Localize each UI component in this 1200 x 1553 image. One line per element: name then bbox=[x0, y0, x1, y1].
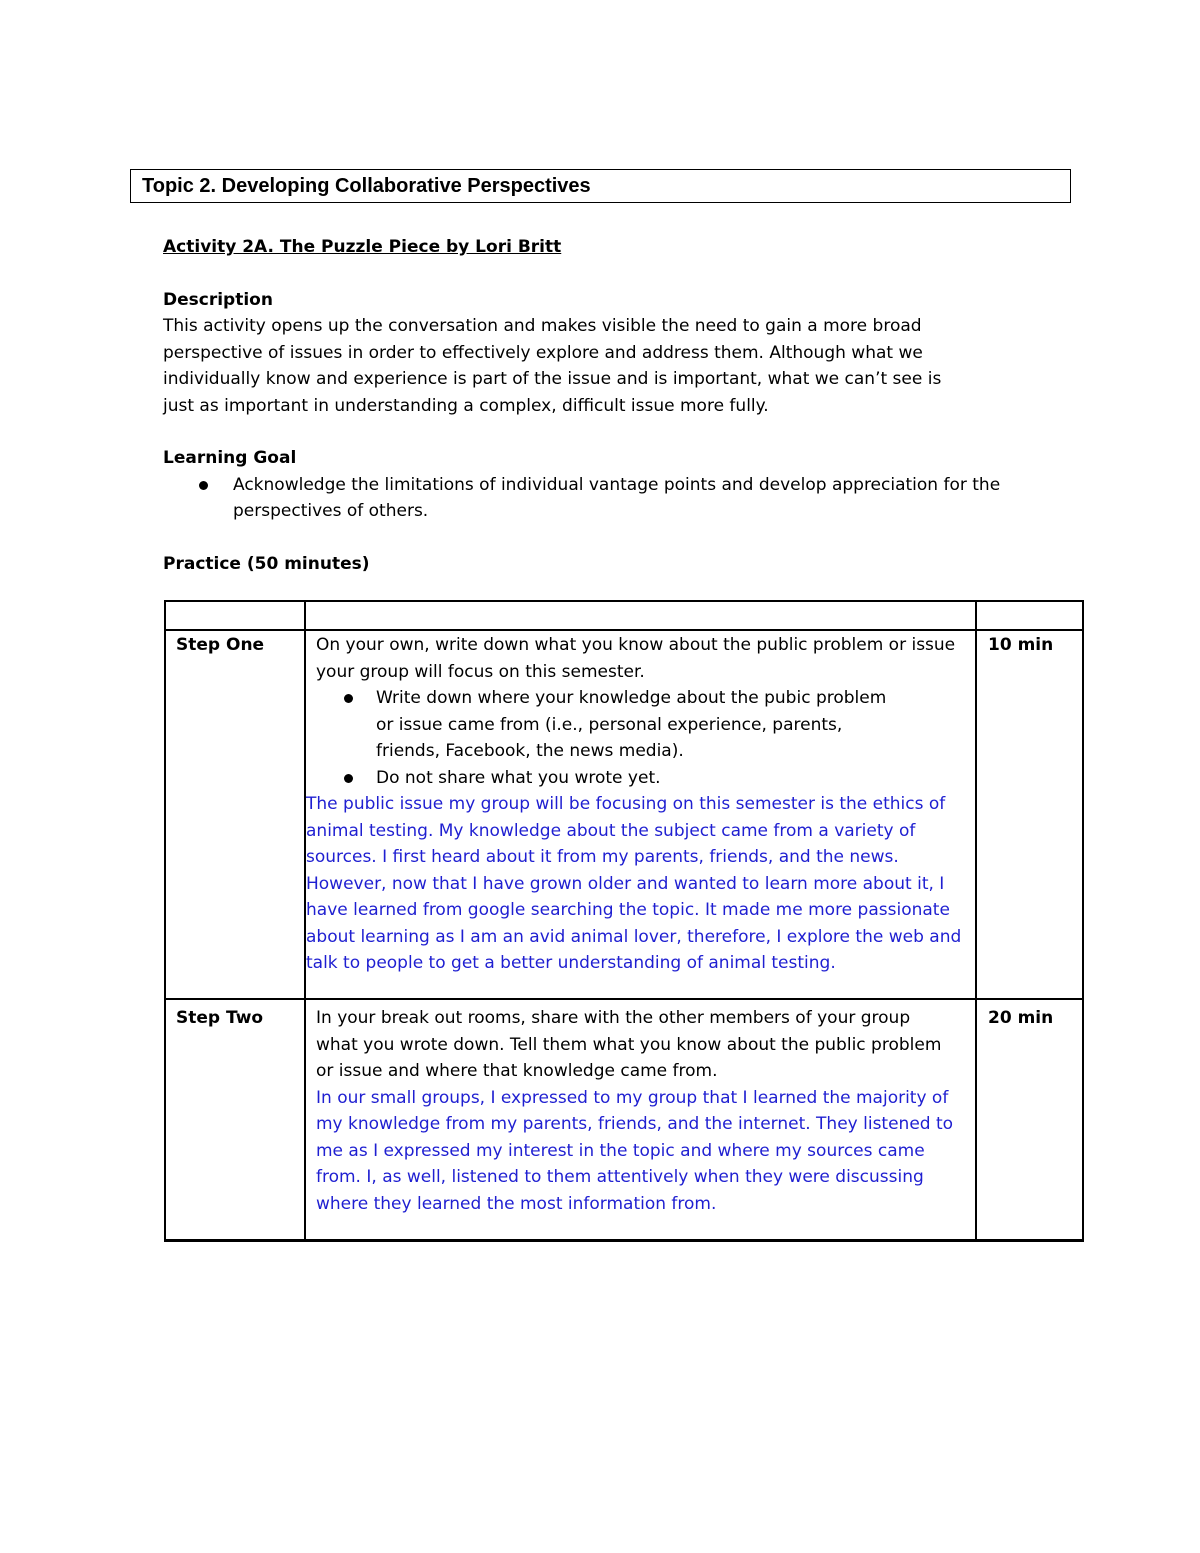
learning-goal-heading: Learning Goal bbox=[163, 448, 297, 468]
step-one-bullet: Do not share what you wrote yet. bbox=[306, 765, 906, 792]
step-two-content bbox=[316, 1005, 956, 1217]
table-header-divider bbox=[164, 629, 1084, 631]
step-two-label: Step Two bbox=[176, 1008, 264, 1028]
step-one-content bbox=[306, 632, 974, 977]
step-one-bullets bbox=[306, 685, 906, 791]
table-border-left bbox=[164, 600, 166, 1242]
table-border-right bbox=[1082, 600, 1084, 1242]
step-one-label: Step One bbox=[176, 635, 265, 655]
step-one-instruction: On your own, write down what you know about the public problem or issue your group will focus on this semester. bbox=[316, 635, 956, 682]
step-two-time: 20 min bbox=[988, 1008, 1054, 1028]
practice-heading: Practice (50 minutes) bbox=[163, 553, 370, 574]
learning-goal-list bbox=[163, 472, 1043, 525]
learning-goal-item: Acknowledge the limitations of individual vantage points and develop appreciation for the perspectives of others. bbox=[163, 472, 1003, 525]
step-one-time: 10 min bbox=[988, 635, 1054, 655]
step-two-instruction: In your break out rooms, share with the other members of your group what you wrote down. Tell them what you know about the public problem or issue and where that knowledge came from. bbox=[316, 1008, 942, 1081]
activity-title: Activity 2A. The Puzzle Piece by Lori Britt bbox=[163, 237, 562, 257]
description-heading: Description bbox=[163, 289, 273, 310]
topic-title: Topic 2. Developing Collaborative Perspectives bbox=[142, 175, 591, 197]
table-border-top bbox=[164, 600, 1084, 602]
table-border-bottom bbox=[164, 1239, 1084, 1242]
step-one-bullet: Write down where your knowledge about the pubic problem or issue came from (i.e., personal experience, parents, friends, Facebook, the news media). bbox=[306, 685, 906, 765]
topic-header-box bbox=[130, 169, 1071, 203]
practice-table bbox=[164, 600, 1084, 1242]
description-text: This activity opens up the conversation and makes visible the need to gain a more broad perspective of issues in order to effectively explore and address them. Although what we individually know and experience is part of the issue and is important, what we can’t see is just as important in understanding a complex, difficult issue more fully. bbox=[163, 316, 942, 416]
table-col-divider-2 bbox=[975, 600, 977, 1242]
document-body bbox=[163, 234, 1043, 577]
step-one-response: The public issue my group will be focusing on this semester is the ethics of animal testing. My knowledge about the subject came from a variety of sources. I first heard about it from my parents, friends, and the news. However, now that I have grown older and wanted to learn more about it, I have learned from google searching the topic. It made me more passionate about learning as I am an avid animal lover, therefore, I explore the web and talk to people to get a better understanding of animal testing. bbox=[306, 794, 962, 973]
table-row-divider bbox=[164, 998, 1084, 1000]
step-two-response: In our small groups, I expressed to my group that I learned the majority of my knowledge from my parents, friends, and the internet. They listened to me as I expressed my interest in the topic and where my sources came from. I, as well, listened to them attentively when they were discussing where they learned the most information from. bbox=[316, 1087, 954, 1214]
